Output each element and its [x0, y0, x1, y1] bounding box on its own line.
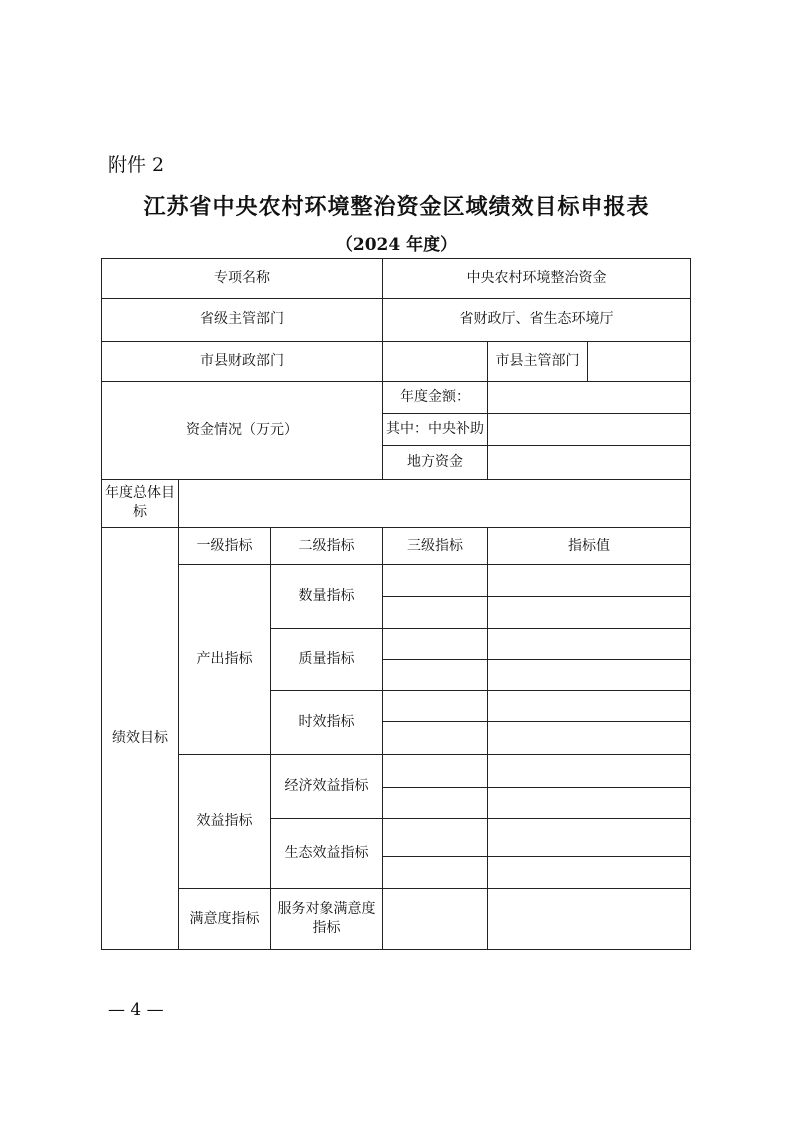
value-cell[interactable]: [488, 691, 691, 722]
value-cell[interactable]: [488, 659, 691, 690]
document-subtitle: （2024 年度）: [335, 235, 458, 255]
attachment-label: 附件 2: [108, 154, 165, 176]
level3-cell[interactable]: [383, 857, 488, 889]
table-row: [102, 259, 691, 299]
performance-label: 绩效目标: [102, 527, 179, 949]
ecological-indicator-label: 生态效益指标: [271, 818, 383, 888]
value-cell[interactable]: [488, 628, 691, 659]
level3-cell[interactable]: [383, 722, 488, 755]
table-row: [102, 755, 691, 787]
table-row: [102, 565, 691, 597]
city-dept-value[interactable]: [588, 341, 691, 381]
table-row: [102, 527, 691, 564]
funding-label: 资金情况（万元）: [102, 381, 383, 479]
level3-cell[interactable]: [383, 597, 488, 628]
col-header-level1: 一级指标: [179, 527, 271, 564]
level3-cell[interactable]: [383, 818, 488, 856]
annual-goal-value[interactable]: [179, 479, 691, 527]
timeliness-indicator-label: 时效指标: [271, 691, 383, 755]
annual-amount-value[interactable]: [488, 381, 691, 413]
value-cell[interactable]: [488, 565, 691, 597]
project-name-label: 专项名称: [102, 259, 383, 299]
central-subsidy-label: 其中：中央补助: [383, 414, 488, 446]
level3-cell[interactable]: [383, 755, 488, 787]
col-header-value: 指标值: [488, 527, 691, 564]
level3-cell[interactable]: [383, 565, 488, 597]
province-dept-value: 省财政厅、省生态环境厅: [383, 299, 691, 341]
table-row: [102, 889, 691, 950]
city-finance-label: 市县财政部门: [102, 341, 383, 381]
table-row: [102, 299, 691, 341]
performance-target-form: [101, 258, 691, 950]
col-header-level2: 二级指标: [271, 527, 383, 564]
level3-cell[interactable]: [383, 691, 488, 722]
col-header-level3: 三级指标: [383, 527, 488, 564]
value-cell[interactable]: [488, 755, 691, 787]
level3-cell[interactable]: [383, 659, 488, 690]
annual-amount-label: 年度金额：: [383, 381, 488, 413]
service-satisfaction-label: 服务对象满意度指标: [271, 889, 383, 950]
value-cell[interactable]: [488, 787, 691, 818]
project-name-value: 中央农村环境整治资金: [383, 259, 691, 299]
benefit-indicator-label: 效益指标: [179, 755, 271, 889]
satisfaction-indicator-label: 满意度指标: [179, 889, 271, 950]
value-cell[interactable]: [488, 857, 691, 889]
output-indicator-label: 产出指标: [179, 565, 271, 755]
city-finance-value[interactable]: [383, 341, 488, 381]
table-row: [102, 341, 691, 381]
value-cell[interactable]: [488, 722, 691, 755]
table-row: [102, 381, 691, 413]
local-funds-value[interactable]: [488, 446, 691, 479]
local-funds-label: 地方资金: [383, 446, 488, 479]
annual-goal-label: 年度总体目标: [102, 479, 179, 527]
level3-cell[interactable]: [383, 628, 488, 659]
table-row: [102, 479, 691, 527]
level3-cell[interactable]: [383, 889, 488, 950]
city-dept-label: 市县主管部门: [488, 341, 588, 381]
document-title: 江苏省中央农村环境整治资金区域绩效目标申报表: [143, 194, 650, 220]
value-cell[interactable]: [488, 889, 691, 950]
page-number: — 4 —: [108, 1000, 164, 1020]
level3-cell[interactable]: [383, 787, 488, 818]
quality-indicator-label: 质量指标: [271, 628, 383, 690]
economic-indicator-label: 经济效益指标: [271, 755, 383, 818]
central-subsidy-value[interactable]: [488, 414, 691, 446]
province-dept-label: 省级主管部门: [102, 299, 383, 341]
value-cell[interactable]: [488, 818, 691, 856]
quantity-indicator-label: 数量指标: [271, 565, 383, 628]
value-cell[interactable]: [488, 597, 691, 628]
